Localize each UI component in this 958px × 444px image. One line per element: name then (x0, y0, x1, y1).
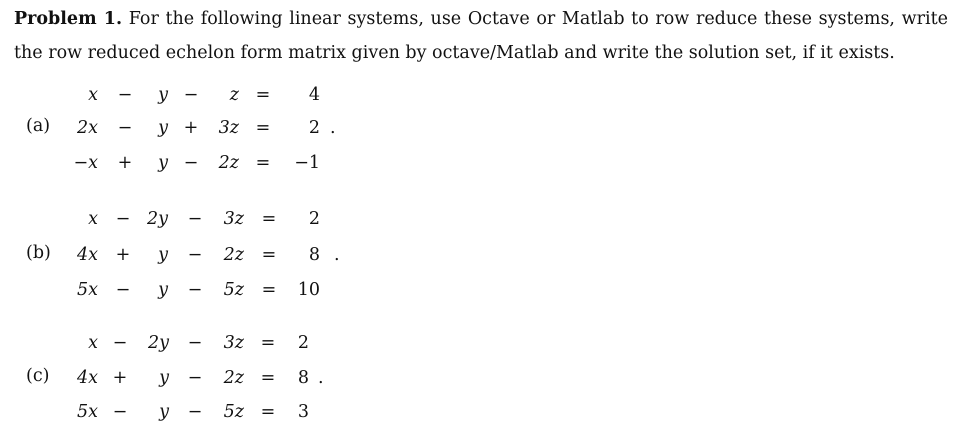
problem-text: For the following linear systems, use Octave or Matlab to row reduce these systems, write the row reduced echelon form matrix given by octave/Matlab and write the solution set, if it exists. (14, 9, 948, 63)
eq-a2-term-y: y (158, 118, 168, 138)
eq-a1-term-z: z (229, 85, 239, 105)
eq-a1-op-2: − (183, 85, 199, 105)
eq-a3-op-2: − (183, 153, 199, 173)
eq-c2-term-y: y (159, 368, 169, 388)
eq-b3-term-z: 5z (223, 280, 244, 300)
eq-b2-equals: = (261, 245, 277, 265)
eq-b3-op-2: − (187, 280, 203, 300)
eq-a1-term-x: x (88, 85, 98, 105)
eq-c2-op-2: − (187, 368, 203, 388)
eq-b1-rhs: 2 (308, 209, 320, 229)
eq-c3-op-2: − (187, 402, 203, 422)
eq-a1-rhs: 4 (308, 85, 320, 105)
system-label-a: (a) (26, 116, 51, 136)
eq-b2-term-z: 2z (223, 245, 244, 265)
eq-c1-rhs: 2 (297, 333, 309, 353)
eq-a3-term-x: −x (73, 153, 98, 173)
eq-c1-term-z: 3z (223, 333, 244, 353)
eq-b2-term-x: 4x (76, 245, 98, 265)
system-c-terminator: . (318, 368, 324, 388)
eq-a3-term-y: y (158, 153, 168, 173)
system-b-terminator: . (334, 245, 340, 265)
eq-a1-term-y: y (158, 85, 168, 105)
eq-a1-op-1: − (117, 85, 133, 105)
eq-b3-rhs: 10 (297, 280, 320, 300)
eq-c3-rhs: 3 (297, 402, 309, 422)
system-b (0, 200, 400, 320)
eq-b2-op-2: − (187, 245, 203, 265)
system-c (0, 324, 400, 444)
eq-a2-equals: = (255, 118, 271, 138)
eq-b3-op-1: − (115, 280, 131, 300)
eq-a2-term-z: 3z (218, 118, 239, 138)
eq-a2-rhs: 2 (308, 118, 320, 138)
eq-a1-equals: = (255, 85, 271, 105)
eq-c3-equals: = (260, 402, 276, 422)
eq-c1-term-y: 2y (147, 333, 169, 353)
eq-c2-term-z: 2z (223, 368, 244, 388)
eq-a2-op-2: + (183, 118, 199, 138)
eq-b1-op-1: − (115, 209, 131, 229)
eq-b3-term-y: y (158, 280, 168, 300)
eq-c3-term-z: 5z (223, 402, 244, 422)
eq-b1-term-z: 3z (223, 209, 244, 229)
eq-c2-term-x: 4x (76, 368, 98, 388)
problem-statement (14, 2, 948, 70)
eq-c3-term-y: y (159, 402, 169, 422)
eq-b3-term-x: 5x (76, 280, 98, 300)
eq-b2-term-y: y (158, 245, 168, 265)
system-label-b: (b) (26, 243, 51, 263)
eq-b1-op-2: − (187, 209, 203, 229)
eq-a3-rhs: −1 (294, 153, 320, 173)
eq-a3-term-z: 2z (218, 153, 239, 173)
eq-b2-op-1: + (115, 245, 131, 265)
eq-c2-rhs: 8 (297, 368, 309, 388)
eq-c1-equals: = (260, 333, 276, 353)
system-label-c: (c) (26, 366, 50, 386)
eq-b1-term-y: 2y (146, 209, 168, 229)
eq-c1-term-x: x (88, 333, 98, 353)
eq-b2-rhs: 8 (308, 245, 320, 265)
eq-a3-equals: = (255, 153, 271, 173)
eq-c1-op-2: − (187, 333, 203, 353)
eq-c2-equals: = (260, 368, 276, 388)
eq-c1-op-1: − (112, 333, 128, 353)
eq-a2-op-1: − (117, 118, 133, 138)
system-a-terminator: . (330, 118, 336, 138)
problem-heading: Problem 1. (14, 9, 123, 29)
eq-b3-equals: = (261, 280, 277, 300)
eq-b1-equals: = (261, 209, 277, 229)
eq-a3-op-1: + (117, 153, 133, 173)
eq-b1-term-x: x (88, 209, 98, 229)
eq-c3-term-x: 5x (76, 402, 98, 422)
system-a (0, 80, 400, 200)
eq-c3-op-1: − (112, 402, 128, 422)
eq-a2-term-x: 2x (76, 118, 98, 138)
eq-c2-op-1: + (112, 368, 128, 388)
